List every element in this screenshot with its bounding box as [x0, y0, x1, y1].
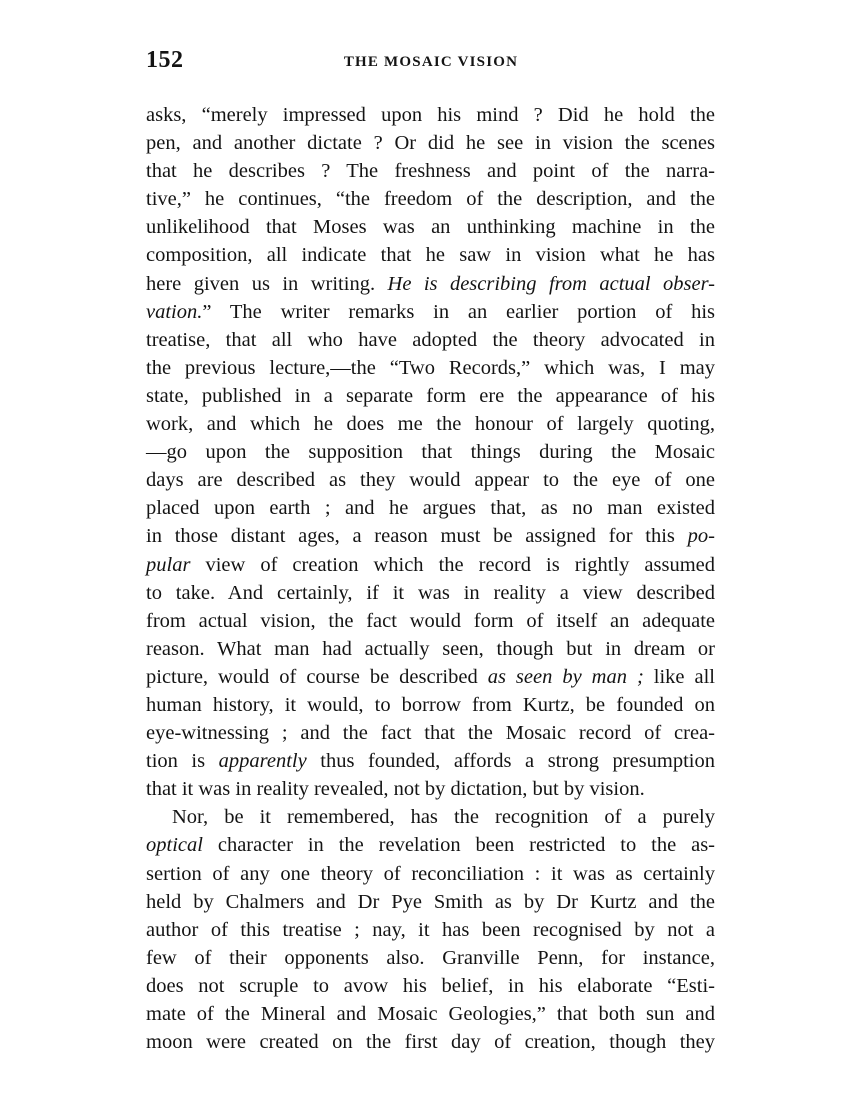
text-line [146, 354, 715, 382]
text-segment: that it was in reality revealed, not by dictation, but by vision. [146, 778, 645, 801]
text-line [146, 438, 715, 466]
italic-text: pular [146, 553, 191, 576]
text-line [146, 888, 715, 916]
text-line [146, 635, 715, 663]
text-segment: thus founded, affords a strong presumption [306, 750, 715, 773]
text-segment: composition, all indicate that he saw in vision what he has [146, 244, 715, 267]
text-segment: few of their opponents also. Granville Penn, for instance, [146, 946, 715, 969]
text-segment: from actual vision, the fact would form of itself an adequate [146, 609, 715, 632]
text-segment: does not scruple to avow his belief, in his elaborate “Esti- [146, 974, 715, 997]
text-segment: pen, and another dictate ? Or did he see in vision the scenes [146, 132, 715, 155]
text-segment: author of this treatise ; nay, it has been recognised by not a [146, 918, 715, 941]
text-line [146, 382, 715, 410]
text-line [146, 663, 715, 691]
text-line [146, 494, 715, 522]
running-head [146, 47, 716, 77]
text-line [146, 860, 715, 888]
text-segment: days are described as they would appear to the eye of one [146, 469, 715, 492]
text-segment: tion is [146, 750, 219, 773]
text-segment: sertion of any one theory of reconciliation : it was as certainly [146, 862, 715, 885]
text-segment: state, published in a separate form ere the appearance of his [146, 384, 715, 407]
text-segment: Nor, be it remembered, has the recognition of a purely [172, 806, 715, 829]
body-text [146, 101, 715, 1056]
text-line [146, 607, 715, 635]
text-line [146, 466, 715, 494]
text-line [146, 579, 715, 607]
text-line [146, 129, 715, 157]
text-line [146, 747, 715, 775]
text-segment: ” The writer remarks in an earlier portion of his [202, 300, 715, 323]
italic-text: as seen by man ; [487, 665, 644, 688]
text-segment: tive,” he continues, “the freedom of the description, and the [146, 188, 715, 211]
text-line [146, 691, 715, 719]
text-line [146, 944, 715, 972]
text-line [146, 298, 715, 326]
text-line [146, 551, 715, 579]
text-segment: like all [643, 665, 716, 688]
text-segment: asks, “merely impressed upon his mind ? Did he hold the [146, 104, 715, 126]
text-segment: here given us in writing. [146, 272, 388, 295]
text-line [146, 972, 715, 1000]
text-line [146, 522, 715, 550]
text-segment: human history, it would, to borrow from Kurtz, be founded on [146, 693, 715, 716]
text-segment: that he describes ? The freshness and point of the narra- [146, 160, 715, 183]
text-segment: treatise, that all who have adopted the theory advocated in [146, 328, 715, 351]
text-segment: mate of the Mineral and Mosaic Geologies,” that both sun and [146, 1003, 715, 1025]
text-segment: view of creation which the record is rightly assumed [190, 553, 715, 576]
text-segment: the previous lecture,—the “Two Records,” which was, I may [146, 356, 715, 379]
text-segment: to take. And certainly, if it was in reality a view described [146, 581, 715, 604]
text-segment: held by Chalmers and Dr Pye Smith as by Dr Kurtz and the [146, 890, 715, 913]
italic-text: optical [146, 834, 203, 857]
text-segment: picture, would of course be described [146, 665, 488, 688]
italic-text: po- [687, 525, 715, 548]
text-line [146, 213, 715, 241]
italic-text: He is describing from actual obser- [387, 272, 715, 295]
text-line [146, 1028, 715, 1056]
text-line [146, 101, 715, 129]
text-line [146, 157, 715, 185]
text-segment: eye-witnessing ; and the fact that the Mosaic record of crea- [146, 722, 715, 745]
text-segment: unlikelihood that Moses was an unthinking machine in the [146, 216, 715, 239]
text-line [146, 270, 715, 298]
text-line [146, 241, 715, 269]
text-line [146, 831, 715, 859]
text-line [146, 916, 715, 944]
text-segment: —go upon the supposition that things during the Mosaic [146, 441, 715, 464]
text-segment: placed upon earth ; and he argues that, as no man existed [146, 497, 715, 520]
text-line [146, 410, 715, 438]
text-line [146, 1000, 715, 1028]
italic-text: vation. [146, 300, 203, 323]
text-segment: in those distant ages, a reason must be assigned for this [146, 525, 688, 548]
text-segment: character in the revelation been restricted to the as- [202, 834, 715, 857]
text-line [146, 775, 715, 803]
text-line [146, 185, 715, 213]
text-segment: work, and which he does me the honour of largely quoting, [146, 413, 715, 436]
text-segment: reason. What man had actually seen, though but in dream or [146, 637, 715, 660]
text-line [146, 803, 715, 831]
text-line [146, 719, 715, 747]
text-segment: moon were created on the first day of creation, though they [146, 1031, 715, 1054]
running-title: THE MOSAIC VISION [343, 54, 519, 70]
page-number: 152 [146, 47, 184, 73]
italic-text: apparently [218, 750, 307, 773]
text-line [146, 326, 715, 354]
